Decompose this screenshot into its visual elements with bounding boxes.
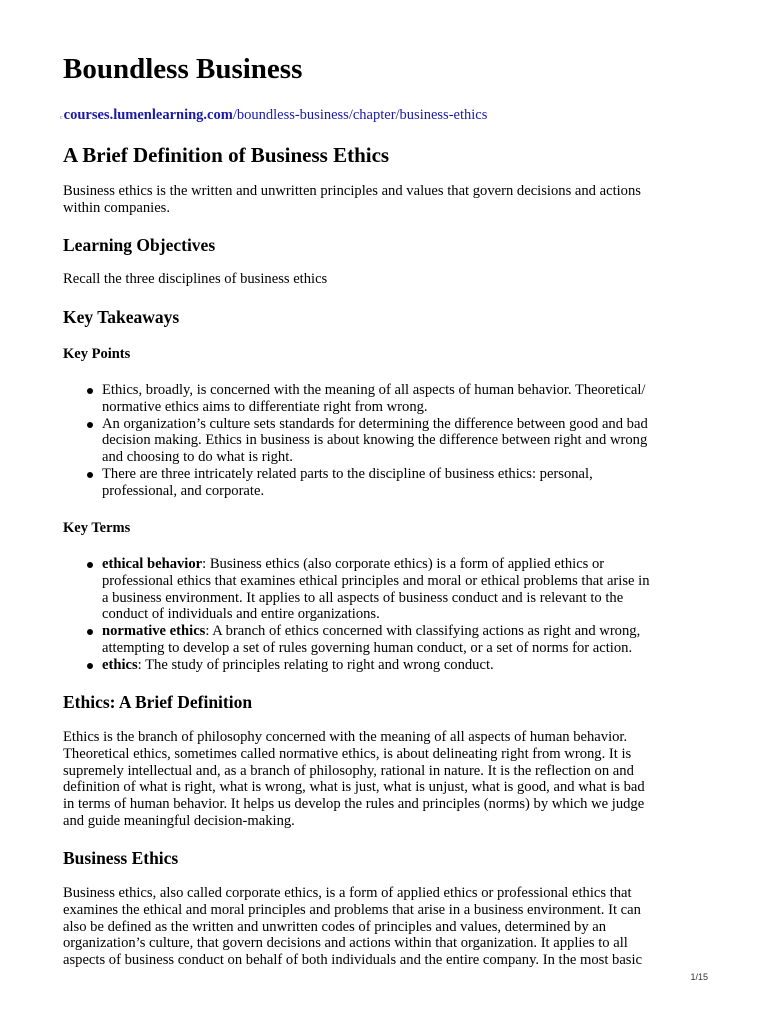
list-item-line: professional, and corporate. — [102, 482, 265, 499]
paragraph-line: and guide meaningful decision-making. — [63, 812, 295, 829]
business-ethics-heading: Business Ethics — [63, 848, 179, 868]
paragraph-line: organization’s culture, that govern decisions and actions within that organization. It applies to all — [63, 935, 628, 952]
key-points-heading: Key Points — [63, 346, 131, 362]
key-takeaways-heading: Key Takeaways — [63, 307, 180, 327]
page-number: 1/15 — [690, 972, 708, 982]
key-terms-heading: Key Terms — [63, 520, 131, 536]
document-title: Boundless Business — [63, 53, 303, 85]
list-item-line — [102, 556, 703, 573]
paragraph-line: supremely intellectual and, as a branch of philosophy, rational in nature. It is the reflection on and — [63, 762, 634, 779]
list-item-line: conduct of individuals and entire organizations. — [102, 606, 380, 623]
paragraph-line: also be defined as the written and unwritten codes of principles and values, determined by an — [63, 918, 607, 935]
section-title: A Brief Definition of Business Ethics — [63, 143, 390, 167]
intro-paragraph — [63, 183, 703, 217]
list-item-line: attempting to develop a set of rules governing human conduct, or a set of norms for action. — [102, 639, 633, 656]
list-item — [63, 416, 703, 466]
learning-objectives-text — [63, 271, 703, 288]
paragraph-line: examines the ethical and moral principles and problems that arise in a business environment. It can — [63, 901, 641, 918]
intro-line: Business ethics is the written and unwritten principles and values that govern decisions and actions — [63, 183, 641, 199]
key-terms-list — [63, 556, 703, 673]
list-item-line: Ethics, broadly, is concerned with the meaning of all aspects of human behavior. Theoretical/ — [102, 382, 646, 398]
source-marker: c — [60, 115, 63, 121]
paragraph-line: Business ethics, also called corporate ethics, is a form of applied ethics or professional ethics that — [63, 885, 632, 901]
list-item — [63, 556, 703, 623]
paragraph-line: aspects of business conduct on behalf of both individuals and the entire company. In the most basic — [63, 952, 643, 968]
paragraph-line: Ethics is the branch of philosophy concerned with the meaning of all aspects of human behavior. — [63, 729, 628, 745]
list-item-line: There are three intricately related parts to the discipline of business ethics: personal, — [102, 465, 593, 482]
source-path[interactable]: /boundless-business/chapter/business-ethics — [232, 107, 488, 123]
list-item — [63, 466, 703, 500]
source-url-link[interactable] — [64, 107, 488, 123]
list-item-line: normative ethics aims to differentiate right from wrong. — [102, 398, 428, 415]
learning-objectives-heading: Learning Objectives — [63, 235, 216, 255]
list-item — [63, 657, 703, 674]
key-points-list — [63, 382, 703, 499]
list-item-line: decision making. Ethics in business is about knowing the difference between right and wrong — [102, 432, 648, 449]
source-url-line — [60, 106, 487, 127]
paragraph-line: in terms of human behavior. It helps us develop the rules and principles (norms) by which we judge — [63, 796, 645, 812]
list-item-line: and choosing to do what is right. — [102, 449, 293, 465]
paragraph-line: definition of what is right, what is wrong, what is just, what is unjust, what is good, and what is bad — [63, 779, 645, 796]
list-item-line: a business environment. It applies to all aspects of business conduct and is relevant to the — [102, 589, 624, 606]
term-definition: : Business ethics (also corporate ethics) is a form of applied ethics or — [202, 556, 605, 572]
list-item-line: An organization’s culture sets standards for determining the difference between good and bad — [102, 415, 648, 432]
list-item — [63, 623, 703, 657]
term-ethical-behavior: ethical behavior — [102, 556, 203, 572]
source-domain[interactable]: courses.lumenlearning.com — [63, 107, 233, 123]
term-normative-ethics: normative ethics — [102, 623, 206, 639]
list-item — [63, 382, 703, 416]
list-item-line — [102, 623, 703, 640]
ethics-definition-paragraph — [63, 729, 703, 830]
list-item-line: professional ethics that examines ethical principles and moral or ethical problems that arise in — [102, 572, 650, 589]
ethics-definition-heading: Ethics: A Brief Definition — [63, 692, 253, 712]
intro-line: within companies. — [63, 199, 171, 216]
term-ethics: ethics — [102, 656, 138, 673]
learning-objectives-line: Recall the three disciplines of business ethics — [63, 271, 328, 287]
business-ethics-paragraph — [63, 885, 703, 969]
term-definition: : The study of principles relating to right and wrong conduct. — [137, 656, 494, 673]
paragraph-line: Theoretical ethics, sometimes called normative ethics, is about delineating right from wrong. It is — [63, 745, 632, 762]
term-definition: : A branch of ethics concerned with classifying actions as right and wrong, — [205, 623, 641, 639]
list-item-line — [102, 657, 703, 674]
